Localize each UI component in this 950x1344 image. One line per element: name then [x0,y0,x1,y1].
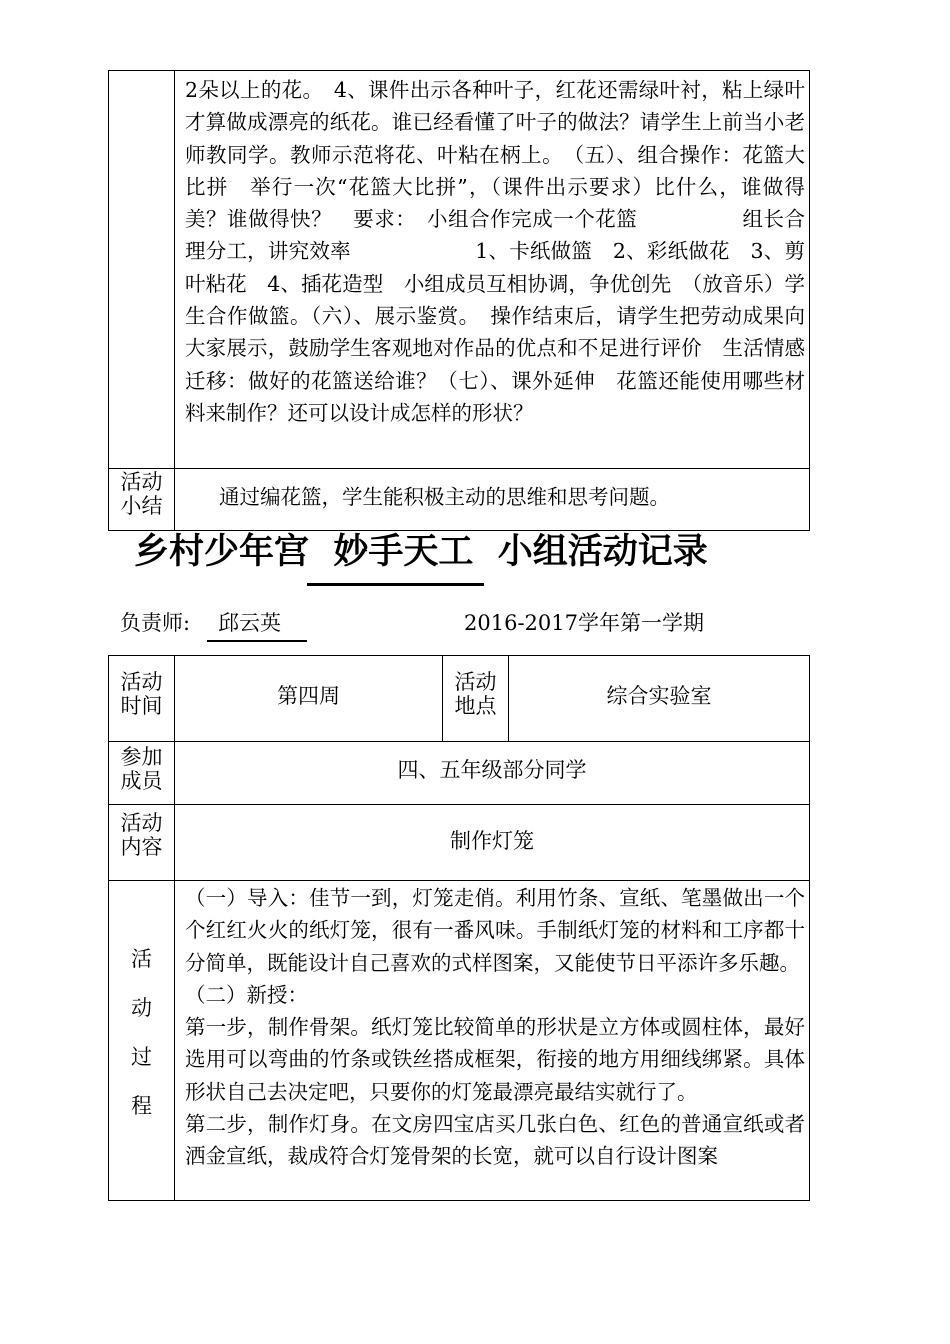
place-label-cell [443,656,509,742]
process-paragraph: （一）导入：佳节一到，灯笼走俏。利用竹条、宣纸、笔墨做出一个个红红火火的纸灯笼，很有一番风味。手制纸灯笼的材料和工序都十分简单，既能设计自己喜欢的式样图案，又能使节日平添许多乐趣。 [185,886,805,975]
process-label-char: 活 [131,947,152,971]
process-label-char: 动 [131,996,152,1020]
place-value: 综合实验室 [606,684,712,708]
members-value: 四、五年级部分同学 [397,758,587,782]
process-content-cell [175,71,810,469]
continued-record-table [108,70,810,531]
place-label: 活动地点 [454,670,497,718]
title-mid: 妙手天工 [333,532,474,572]
teacher-name: 邱云英 [218,611,281,635]
activity-record-table [108,655,810,1201]
term-text: 2016-2017学年第一学期 [464,611,704,635]
content-label: 活动内容 [120,811,163,859]
teacher-underline [207,640,307,642]
process-text: 2朵以上的花。 4、课件出示各种叶子，红花还需绿叶衬，粘上绿叶才算做成漂亮的纸花。谁已经看懂了叶子的做法？请学生上前当小老师教同学。教师示范将花、叶粘在柄上。 （五）、组合操作：花篮大比拼 举行一次“花篮大比拼”，（课件出示要求）比什么，谁做得美？谁做得快？ 要求： 小组合作完成一个花篮 组长合理分工，讲究效率 1、卡纸做篮 2、彩纸做花 3、剪叶粘花 4、插花造型 小组成员互相协调，争优创先 （放音乐）学生合作做篮。（六）、展示鉴赏。 操作结束后，请学生把劳动成果向大家展示，鼓励学生客观地对作品的优点和不足进行评价 生活情感迁移：做好的花篮送给谁？（七）、课外延伸 花篮还能使用哪些材料来制作？还可以设计成怎样的形状？ [185,78,805,425]
title-underline [307,583,484,586]
process-label-cell [109,71,175,469]
time-value-cell [175,656,443,742]
process-paragraph: 第二步，制作灯身。在文房四宝店买几张白色、红色的普通宣纸或者洒金宣纸，裁成符合灯笼骨架的长宽，就可以自行设计图案 [185,1112,805,1169]
summary-content-cell [175,469,810,531]
members-label-cell [109,742,175,805]
time-label: 活动时间 [120,670,163,718]
process-text [175,881,809,1198]
content-value-cell [175,805,810,881]
place-value-cell [509,656,810,742]
summary-text: 通过编花篮，学生能积极主动的思维和思考问题。 [219,485,670,509]
time-label-cell [109,656,175,742]
process-label-cell [109,881,175,1201]
title-right: 小组活动记录 [497,532,708,572]
process-label-char: 过 [131,1045,152,1069]
page-title [134,528,708,576]
process-paragraph: 第一步，制作骨架。纸灯笼比较简单的形状是立方体或圆柱体，最好选用可以弯曲的竹条或铁丝搭成框架，衔接的地方用细线绑紧。具体形状自己去决定吧，只要你的灯笼最漂亮最结实就行了。 [185,1015,805,1104]
process-label [109,881,174,1131]
members-label: 参加成员 [120,745,163,793]
title-left: 乡村少年宫 [134,532,310,572]
teacher-label: 负责师: [120,611,191,635]
members-value-cell [175,742,810,805]
process-label-char: 程 [131,1094,152,1118]
content-label-cell [109,805,175,881]
summary-label-cell [109,469,175,531]
summary-label: 活动小结 [120,470,163,518]
time-value: 第四周 [277,684,340,708]
process-content-cell [175,881,810,1201]
content-value: 制作灯笼 [450,829,534,853]
process-paragraph: （二）新授： [185,982,308,1007]
